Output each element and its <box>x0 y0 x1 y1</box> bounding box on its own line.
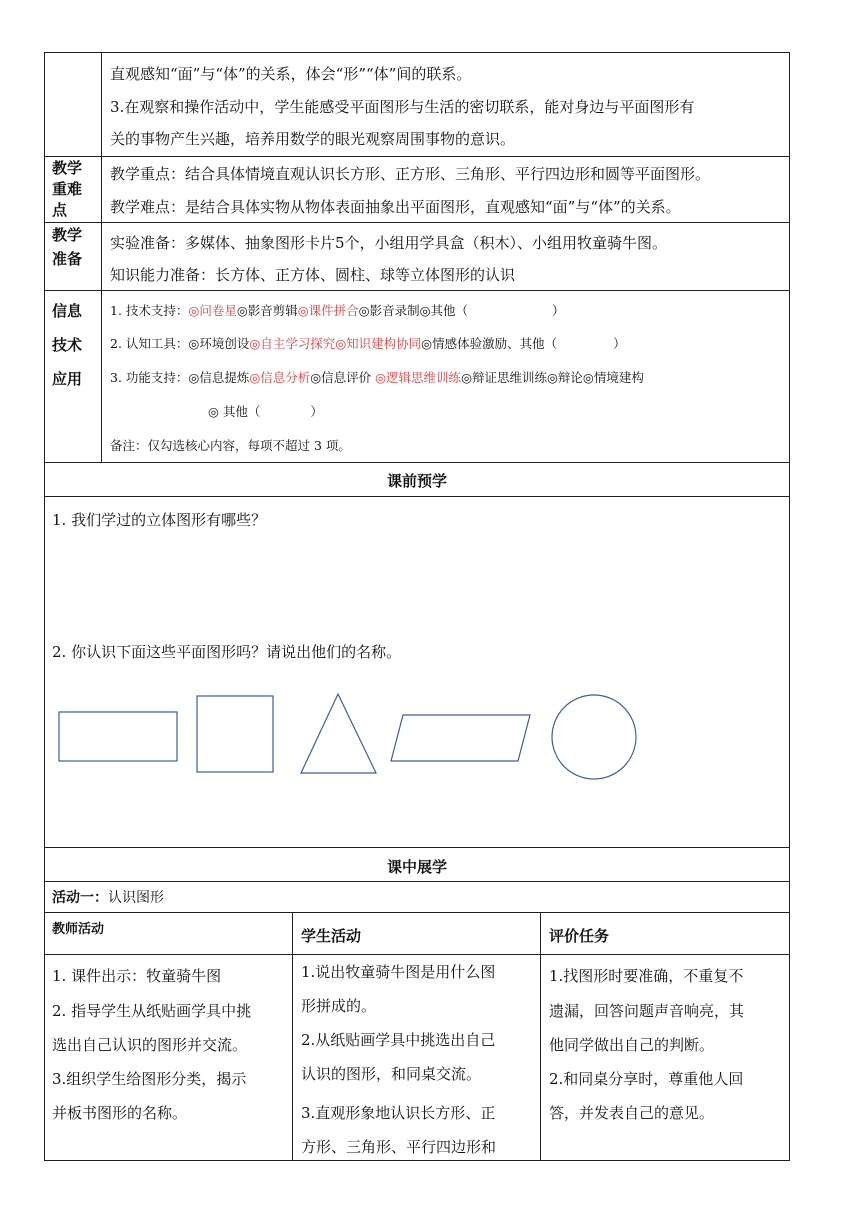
checkbox-option[interactable]: ◎课件拼合 <box>297 303 359 318</box>
goal-line: 3.在观察和操作活动中，学生能感受平面图形与生活的密切联系，能对身边与平面图形有 <box>110 98 695 116</box>
column-header-evaluation: 评价任务 <box>549 927 610 945</box>
teacher-activity-line: 3.组织学生给图形分类，揭示 <box>52 1070 247 1088</box>
student-activity-line: 认识的图形，和同桌交流。 <box>301 1065 482 1083</box>
teacher-activity-line: 2. 指导学生从纸贴画学具中挑 <box>52 1002 252 1020</box>
teacher-activity-line: 1. 课件出示：牧童骑牛图 <box>52 967 222 985</box>
prep-label: 教学 <box>52 226 83 244</box>
student-activity-line: 2.从纸贴画学具中挑选出自己 <box>301 1031 496 1049</box>
evaluation-line: 他同学做出自己的判断。 <box>549 1036 715 1054</box>
checkbox-option[interactable]: ◎辩论 <box>546 370 583 385</box>
checkbox-option[interactable]: ◎ 其他（ <box>208 404 261 419</box>
square-shape <box>197 696 273 772</box>
prep-line: 知识能力准备：长方体、正方体、圆柱、球等立体图形的认识 <box>110 266 516 284</box>
activity-name: 认识图形 <box>108 890 164 906</box>
teacher-activity-line: 并板书图形的名称。 <box>52 1104 188 1122</box>
close-paren: ） <box>310 404 323 419</box>
checkbox-option[interactable]: ◎辩证思维训练 <box>461 370 547 385</box>
evaluation-line: 答，并发表自己的意见。 <box>549 1104 715 1122</box>
section-heading: 课中展学 <box>386 858 447 876</box>
student-activity-line: 形拼成的。 <box>301 997 377 1015</box>
section-heading: 课前预学 <box>386 472 447 490</box>
checkbox-option[interactable]: ◎信息分析 <box>249 370 311 385</box>
activity-label: 活动一： <box>52 890 108 906</box>
student-activity-line: 3.直观形象地认识长方形、正 <box>301 1104 496 1122</box>
checkbox-option[interactable]: ◎环境创设 <box>188 336 250 351</box>
prep-label: 准备 <box>52 250 83 268</box>
cognitive-tools-prefix: 2. 认知工具： <box>110 336 189 351</box>
tech-label: 应用 <box>52 370 83 388</box>
checkbox-option[interactable]: ◎其他（ <box>419 303 469 318</box>
triangle-shape <box>301 694 376 773</box>
checkbox-option[interactable]: ◎情境建构 <box>582 370 644 385</box>
function-support-prefix: 3. 功能支持： <box>110 370 189 385</box>
evaluation-line: 1.找图形时要准确，不重复不 <box>549 967 744 985</box>
question-1: 1. 我们学过的立体图形有哪些？ <box>52 511 267 529</box>
student-activity-line: 1.说出牧童骑牛图是用什么图 <box>301 963 496 981</box>
teacher-activity-line: 选出自己认识的图形并交流。 <box>52 1036 248 1054</box>
goal-line: 直观感知“面”与“体”的关系，体会“形”“体”间的联系。 <box>110 65 472 83</box>
goal-line: 关的事物产生兴趣，培养用数学的眼光观察周围事物的意识。 <box>110 130 516 148</box>
question-2: 2. 你认识下面这些平面图形吗？请说出他们的名称。 <box>52 643 402 661</box>
tech-label: 信息 <box>52 302 83 320</box>
evaluation-line: 遗漏，回答问题声音响亮，其 <box>549 1002 745 1020</box>
checkbox-option[interactable]: ◎信息提炼 <box>188 370 250 385</box>
checkbox-option[interactable]: ◎信息评价 <box>310 370 376 385</box>
checkbox-option[interactable]: ◎逻辑思维训练 <box>375 370 462 385</box>
key-points-label: 点 <box>52 201 68 219</box>
student-activity-line: 方形、三角形、平行四边形和 <box>301 1138 497 1156</box>
close-paren: ） <box>552 303 565 318</box>
difficulty-line: 教学难点：是结合具体实物从物体表面抽象出平面图形，直观感知“面”与“体”的关系。 <box>110 198 681 216</box>
checkbox-option[interactable]: ◎自主学习探究 <box>249 336 336 351</box>
checkbox-option[interactable]: ◎问卷星 <box>188 303 237 318</box>
close-paren: ） <box>613 336 626 351</box>
checkbox-option[interactable]: ◎知识建构协同 <box>335 336 422 351</box>
checkbox-option[interactable]: ◎影音剪辑 <box>236 303 298 318</box>
circle-shape <box>552 695 636 779</box>
column-header-teacher: 教师活动 <box>52 922 105 937</box>
key-point-line: 教学重点：结合具体情境直观认识长方形、正方形、三角形、平行四边形和圆等平面图形。 <box>110 165 711 183</box>
evaluation-line: 2.和同桌分享时，尊重他人回 <box>549 1070 744 1088</box>
column-header-student: 学生活动 <box>301 927 362 945</box>
key-points-label: 重难 <box>52 180 83 198</box>
parallelogram-shape <box>391 715 530 761</box>
key-points-label: 教学 <box>52 159 83 177</box>
tech-label: 技术 <box>52 336 83 354</box>
activity-title <box>52 887 164 907</box>
prep-line: 实验准备：多媒体、抽象图形卡片5个，小组用学具盒（积木）、小组用牧童骑牛图。 <box>110 234 668 252</box>
checkbox-option[interactable]: ◎影音录制 <box>358 303 420 318</box>
rectangle-shape <box>59 712 177 761</box>
note-text: 备注：仅勾选核心内容，每项不超过 3 项。 <box>110 438 351 453</box>
tech-support-prefix: 1. 技术支持： <box>110 303 189 318</box>
checkbox-option[interactable]: ◎情感体验激励、其他（ <box>421 336 558 351</box>
